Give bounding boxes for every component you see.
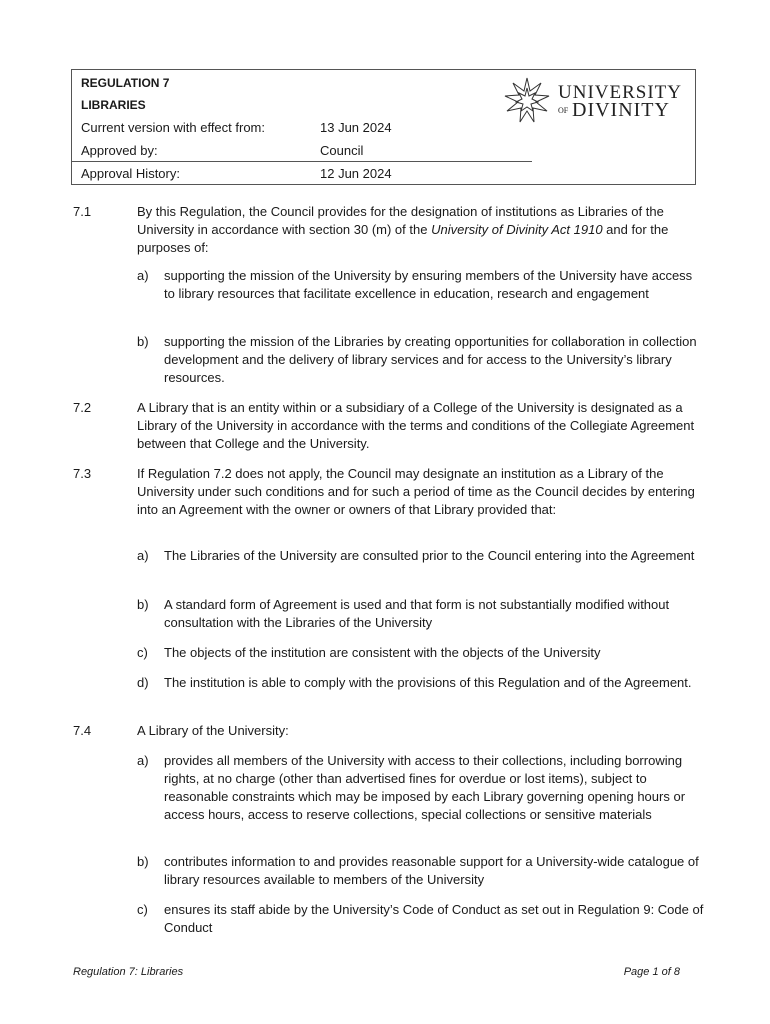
footer-document-title: Regulation 7: Libraries	[73, 966, 184, 978]
logo-of-text: OF	[558, 106, 569, 115]
item-label: c)	[137, 645, 148, 660]
list-item: ensures its staff abide by the University’s Code of Conduct as set out in Regulation 9: Code of Conduct	[164, 902, 704, 935]
section-7-3-text: If Regulation 7.2 does not apply, the Council may designate an institution as a Library of the University under such conditions and for such a period of time as the Council decides by entering into an Agreement with the owner or owners of that Library provided that:	[137, 466, 695, 517]
list-item: supporting the mission of the Libraries by creating opportunities for collaboration in collection development and the delivery of library services and for access to the University’s library resources.	[164, 334, 697, 385]
effective-date-label: Current version with effect from:	[81, 120, 265, 135]
item-label: a)	[137, 268, 149, 283]
item-label: b)	[137, 854, 149, 869]
logo-university-text: UNIVERSITY	[558, 82, 682, 103]
approval-history-label: Approval History:	[81, 166, 180, 181]
list-item: contributes information to and provides reasonable support for a University-wide catalogue of library resources available to members of the University	[164, 854, 699, 887]
star-emblem-icon	[501, 76, 553, 124]
list-item: The Libraries of the University are consulted prior to the Council entering into the Agreement	[164, 548, 695, 563]
effective-date-row	[81, 120, 531, 136]
list-item: supporting the mission of the University by ensuring members of the University have access to library resources that facilitate excellence in education, research and engagement	[164, 268, 693, 301]
footer-page-number: Page 1 of 8	[623, 966, 680, 978]
regulation-subtitle: LIBRARIES	[81, 98, 146, 112]
section-7-2-text: A Library that is an entity within or a subsidiary of a College of the University is designated as a Library of the University in accordance with the terms and conditions of the Collegiate Agreement between that College and the University.	[137, 400, 695, 451]
section-number: 7.2	[73, 400, 92, 415]
section-7-1-text: By this Regulation, the Council provides for the designation of institutions as Libraries of the University in accordance with section 30 (m) of the University of Divinity Act 1910 and for the purposes of:	[137, 204, 669, 255]
section-number: 7.4	[73, 723, 92, 738]
regulation-header-table	[71, 69, 696, 185]
regulation-title: REGULATION 7	[81, 76, 170, 90]
approved-by-value: Council	[320, 143, 364, 158]
item-label: c)	[137, 902, 148, 917]
approved-by-row	[81, 143, 531, 159]
effective-date-value: 13 Jun 2024	[320, 120, 392, 135]
item-label: b)	[137, 597, 149, 612]
list-item: The objects of the institution are consistent with the objects of the University	[164, 645, 601, 660]
item-label: a)	[137, 548, 149, 563]
approval-history-row	[81, 166, 531, 182]
list-item: provides all members of the University with access to their collections, including borrowing rights, at no charge (other than advertised fines for overdue or lost items), subject to reasonable constraints which may be imposed by each Library governing opening hours or access hours, access to reserve collections, special collections or sensitive materials	[164, 753, 686, 822]
section-number: 7.3	[73, 466, 92, 481]
list-item: A standard form of Agreement is used and that form is not substantially modified without consultation with the Libraries of the University	[164, 597, 670, 630]
logo-divinity-text: DIVINITY	[572, 99, 670, 121]
section-7-4-text: A Library of the University:	[137, 723, 289, 738]
header-divider	[72, 161, 532, 162]
item-label: d)	[137, 675, 149, 690]
approval-history-value: 12 Jun 2024	[320, 166, 392, 181]
section-number: 7.1	[73, 204, 92, 219]
item-label: b)	[137, 334, 149, 349]
approved-by-label: Approved by:	[81, 143, 158, 158]
act-title: University of Divinity Act 1910	[431, 222, 603, 237]
university-logo	[501, 76, 687, 124]
item-label: a)	[137, 753, 149, 768]
list-item: The institution is able to comply with the provisions of this Regulation and of the Agreement.	[164, 675, 692, 690]
